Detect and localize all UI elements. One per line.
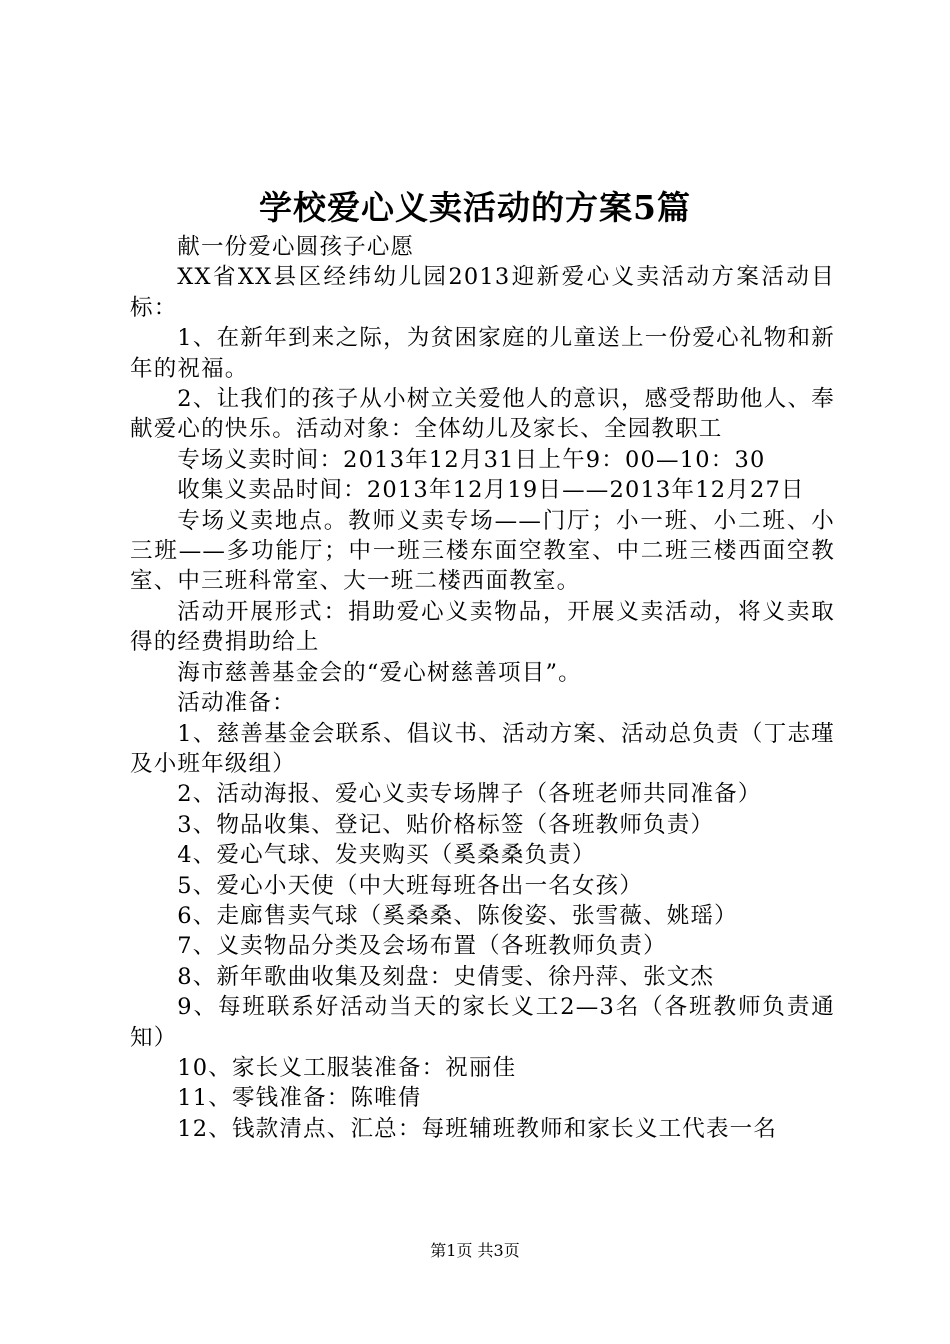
list-item: 4、爱心气球、发夹购买（奚桑桑负责） [177, 842, 596, 869]
list-item: 7、义卖物品分类及会场布置（各班教师负责） [177, 933, 667, 960]
list-item: 3、物品收集、登记、贴价格标签（各班教师负责） [177, 811, 715, 838]
paragraph-prep-heading: 活动准备： [177, 690, 296, 717]
paragraph-goal-1: 1、在新年到来之际，为贫困家庭的儿童送上一份爱心礼物和新年的祝福。 [130, 325, 835, 382]
list-item: 6、走廊售卖气球（奚桑桑、陈俊姿、张雪薇、姚瑶） [177, 902, 738, 929]
document-title: 学校爱心义卖活动的方案5篇 [259, 188, 691, 227]
paragraph-activity-form: 活动开展形式：捐助爱心义卖物品，开展义卖活动，将义卖取得的经费捐助给上 [130, 598, 835, 656]
document-body [130, 232, 835, 1144]
paragraph-intro: 献一份爱心圆孩子心愿 [177, 234, 415, 260]
list-item: 9、每班联系好活动当天的家长义工2—3名（各班教师负责通知） [130, 994, 835, 1051]
list-item: 1、慈善基金会联系、倡议书、活动方案、活动总负责（丁志瑾及小班年级组） [130, 720, 835, 777]
list-item: 8、新年歌曲收集及刻盘：史倩雯、徐丹萍、张文杰 [177, 963, 715, 990]
paragraph-charity: 海市慈善基金会的“爱心树慈善项目”。 [177, 659, 582, 686]
paragraph-sale-time: 专场义卖时间：2013年12月31日上午9：00—10：30 [177, 446, 766, 473]
list-item: 11、零钱准备：陈唯倩 [177, 1085, 422, 1112]
list-item: 12、钱款清点、汇总：每班辅班教师和家长义工代表一名 [177, 1115, 778, 1142]
list-item: 2、活动海报、爱心义卖专场牌子（各班老师共同准备） [177, 781, 762, 808]
paragraph-sale-location: 专场义卖地点。教师义卖专场——门厅；小一班、小二班、小三班——多功能厅；中一班三楼东面空教室、中二班三楼西面空教室、中三班科常室、大一班二楼西面教室。 [130, 507, 835, 595]
list-item: 5、爱心小天使（中大班每班各出一名女孩） [177, 872, 644, 899]
page-footer: 第1页 共3页 [430, 1241, 520, 1260]
paragraph-plan-heading: XX省XX县区经纬幼儿园2013迎新爱心义卖活动方案活动目标： [130, 264, 835, 321]
paragraph-collect-time: 收集义卖品时间：2013年12月19日——2013年12月27日 [177, 477, 805, 504]
list-item: 10、家长义工服装准备：祝丽佳 [177, 1054, 517, 1081]
paragraph-goal-2: 2、让我们的孩子从小树立关爱他人的意识，感受帮助他人、奉献爱心的快乐。活动对象：全体幼儿及家长、全园教职工 [130, 386, 835, 443]
